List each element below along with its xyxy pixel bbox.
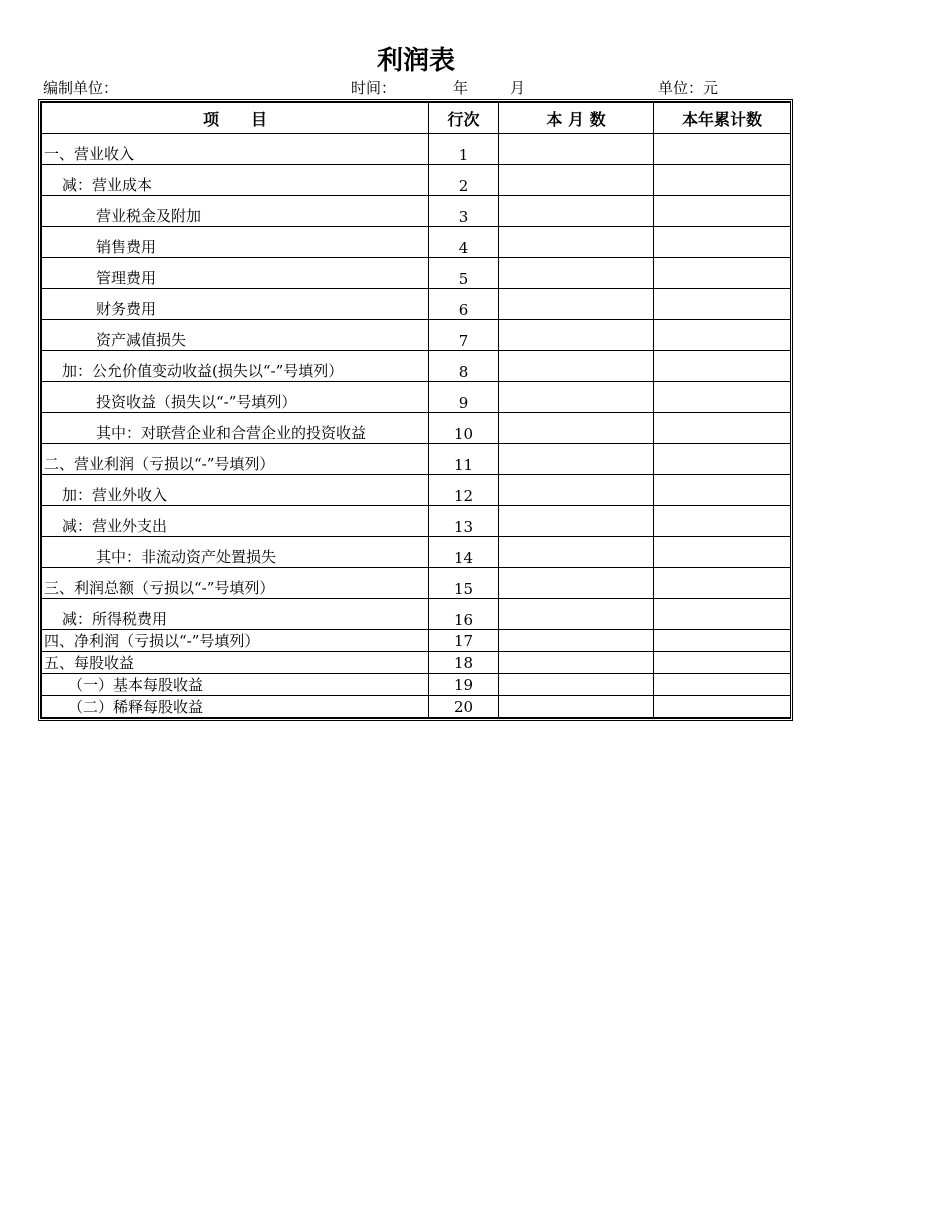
row-no: 8 (429, 351, 499, 382)
table-row (42, 382, 791, 413)
ytd-cell[interactable] (654, 652, 791, 674)
table-row (42, 258, 791, 289)
this-month-cell[interactable] (499, 475, 654, 506)
this-month-cell[interactable] (499, 351, 654, 382)
row-label: 一、营业收入 (42, 134, 429, 165)
this-month-cell[interactable] (499, 696, 654, 718)
ytd-cell[interactable] (654, 674, 791, 696)
row-no: 1 (429, 134, 499, 165)
header-ytd: 本年累计数 (654, 103, 791, 134)
row-no: 9 (429, 382, 499, 413)
row-no: 16 (429, 599, 499, 630)
ytd-cell[interactable] (654, 258, 791, 289)
row-label: 销售费用 (42, 227, 429, 258)
row-no: 17 (429, 630, 499, 652)
row-label: 五、每股收益 (42, 652, 429, 674)
ytd-cell[interactable] (654, 630, 791, 652)
ytd-cell[interactable] (654, 134, 791, 165)
ytd-cell[interactable] (654, 413, 791, 444)
table-row (42, 289, 791, 320)
table-row (42, 165, 791, 196)
this-month-cell[interactable] (499, 444, 654, 475)
this-month-cell[interactable] (499, 258, 654, 289)
ytd-cell[interactable] (654, 289, 791, 320)
ytd-cell[interactable] (654, 165, 791, 196)
row-label: 加：公允价值变动收益(损失以“-”号填列） (42, 351, 429, 382)
table-row (42, 196, 791, 227)
ytd-cell[interactable] (654, 568, 791, 599)
this-month-cell[interactable] (499, 165, 654, 196)
this-month-cell[interactable] (499, 289, 654, 320)
row-label: 资产减值损失 (42, 320, 429, 351)
table-row (42, 630, 791, 652)
row-no: 19 (429, 674, 499, 696)
table-row (42, 413, 791, 444)
year-label: 年 (453, 79, 469, 97)
row-no: 11 (429, 444, 499, 475)
this-month-cell[interactable] (499, 382, 654, 413)
header-this-month: 本 月 数 (499, 103, 654, 134)
this-month-cell[interactable] (499, 506, 654, 537)
header-row-no: 行次 (429, 103, 499, 134)
row-no: 14 (429, 537, 499, 568)
row-no: 12 (429, 475, 499, 506)
row-label: 营业税金及附加 (42, 196, 429, 227)
this-month-cell[interactable] (499, 674, 654, 696)
ytd-cell[interactable] (654, 599, 791, 630)
this-month-cell[interactable] (499, 320, 654, 351)
ytd-cell[interactable] (654, 444, 791, 475)
table-row (42, 320, 791, 351)
unit-label: 单位：元 (658, 79, 719, 97)
this-month-cell[interactable] (499, 227, 654, 258)
row-label: （二）稀释每股收益 (42, 696, 429, 718)
this-month-cell[interactable] (499, 599, 654, 630)
this-month-cell[interactable] (499, 630, 654, 652)
table-row (42, 134, 791, 165)
row-label: 投资收益（损失以“-”号填列） (42, 382, 429, 413)
table-row (42, 652, 791, 674)
this-month-cell[interactable] (499, 568, 654, 599)
row-no: 6 (429, 289, 499, 320)
table-row (42, 444, 791, 475)
page-title: 利润表 (376, 46, 455, 76)
ytd-cell[interactable] (654, 475, 791, 506)
ytd-cell[interactable] (654, 351, 791, 382)
table-row (42, 696, 791, 718)
this-month-cell[interactable] (499, 134, 654, 165)
row-no: 5 (429, 258, 499, 289)
row-no: 13 (429, 506, 499, 537)
table-row (42, 674, 791, 696)
row-label: 四、净利润（亏损以“-”号填列） (42, 630, 429, 652)
org-label: 编制单位： (43, 79, 119, 97)
this-month-cell[interactable] (499, 537, 654, 568)
row-label: 其中：对联营企业和合营企业的投资收益 (42, 413, 429, 444)
row-no: 18 (429, 652, 499, 674)
table-row (42, 351, 791, 382)
table-row (42, 568, 791, 599)
row-label: （一）基本每股收益 (42, 674, 429, 696)
time-label: 时间： (351, 79, 397, 97)
this-month-cell[interactable] (499, 413, 654, 444)
this-month-cell[interactable] (499, 652, 654, 674)
row-label: 其中：非流动资产处置损失 (42, 537, 429, 568)
row-no: 2 (429, 165, 499, 196)
row-no: 15 (429, 568, 499, 599)
income-statement-table (38, 99, 793, 721)
row-label: 二、营业利润（亏损以“-”号填列） (42, 444, 429, 475)
row-label: 三、利润总额（亏损以“-”号填列） (42, 568, 429, 599)
ytd-cell[interactable] (654, 506, 791, 537)
row-no: 10 (429, 413, 499, 444)
row-label: 减：所得税费用 (42, 599, 429, 630)
row-label: 减：营业成本 (42, 165, 429, 196)
ytd-cell[interactable] (654, 227, 791, 258)
ytd-cell[interactable] (654, 537, 791, 568)
header-item: 项 目 (42, 103, 429, 134)
row-label: 减：营业外支出 (42, 506, 429, 537)
table-row (42, 227, 791, 258)
table-row (42, 599, 791, 630)
row-no: 4 (429, 227, 499, 258)
row-no: 20 (429, 696, 499, 718)
table-row (42, 537, 791, 568)
ytd-cell[interactable] (654, 196, 791, 227)
row-label: 加：营业外收入 (42, 475, 429, 506)
row-no: 3 (429, 196, 499, 227)
row-no: 7 (429, 320, 499, 351)
ytd-cell[interactable] (654, 696, 791, 718)
this-month-cell[interactable] (499, 196, 654, 227)
table-header-row (42, 103, 791, 134)
ytd-cell[interactable] (654, 320, 791, 351)
table-row (42, 506, 791, 537)
table-row (42, 475, 791, 506)
month-label: 月 (510, 79, 526, 97)
row-label: 管理费用 (42, 258, 429, 289)
row-label: 财务费用 (42, 289, 429, 320)
ytd-cell[interactable] (654, 382, 791, 413)
